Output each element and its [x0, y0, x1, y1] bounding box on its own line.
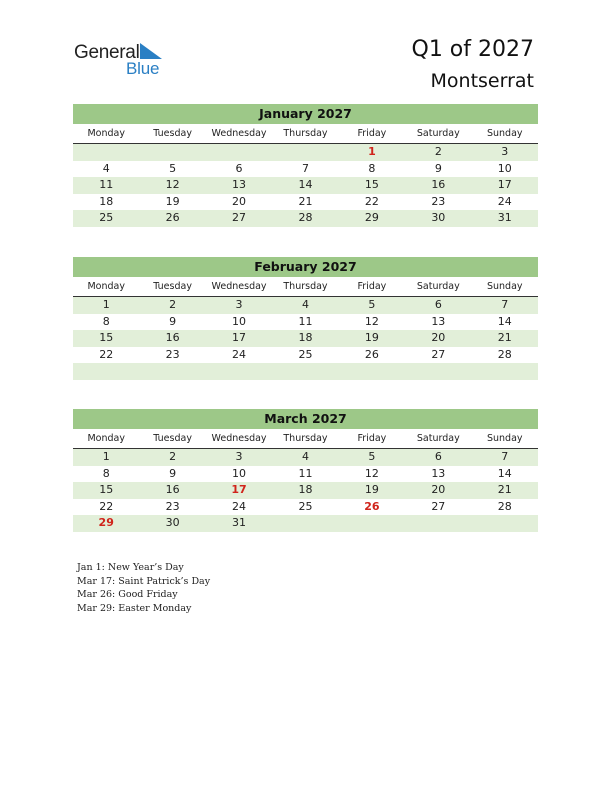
day-cell: 16 — [165, 483, 180, 496]
day-cell: 4 — [102, 161, 110, 175]
day-cell: 22 — [99, 347, 114, 361]
weekday-label: Monday — [87, 433, 125, 444]
day-cell: 18 — [298, 483, 313, 496]
day-cell: 7 — [501, 298, 509, 311]
day-cell: 5 — [368, 450, 376, 463]
weekday-label: Saturday — [416, 433, 460, 444]
day-cell — [405, 515, 471, 532]
week-row — [73, 194, 538, 211]
weekday-label: Sunday — [486, 281, 523, 292]
day-cell — [206, 144, 272, 161]
day-cell: 14 — [497, 466, 512, 480]
day-cell — [472, 515, 538, 532]
day-cell — [272, 363, 338, 380]
month-calendar — [73, 104, 538, 227]
day-cell: 8 — [368, 161, 376, 175]
weekday-label: Thursday — [283, 128, 328, 139]
day-cell: 6 — [235, 161, 243, 175]
day-cell: 26 — [165, 211, 180, 224]
day-cell: 20 — [431, 483, 446, 496]
day-cell: 26 — [364, 347, 379, 361]
weekday-label: Sunday — [486, 433, 523, 444]
day-cell: 11 — [99, 178, 114, 191]
day-cell: 24 — [497, 194, 512, 208]
day-cell: 8 — [102, 466, 110, 480]
weekday-label: Friday — [357, 128, 387, 139]
day-cell: 6 — [434, 450, 442, 463]
logo-triangle-icon — [140, 43, 162, 59]
day-cell — [73, 144, 139, 161]
day-cell: 3 — [235, 450, 243, 463]
day-cell: 14 — [497, 314, 512, 328]
day-cell: 15 — [99, 483, 114, 496]
day-cell: 1 — [102, 450, 110, 463]
day-cell: 1 — [102, 298, 110, 311]
holiday-note: Mar 29: Easter Monday — [77, 602, 192, 614]
day-cell: 20 — [232, 194, 247, 208]
day-cell: 12 — [364, 466, 379, 480]
day-cell: 9 — [434, 161, 442, 175]
day-cell: 2 — [169, 450, 177, 463]
day-cell — [339, 515, 405, 532]
day-cell: 11 — [298, 466, 313, 480]
day-cell: 30 — [431, 211, 446, 224]
holiday-note: Mar 26: Good Friday — [77, 589, 178, 600]
day-cell: 5 — [368, 298, 376, 311]
day-cell: 11 — [298, 314, 313, 328]
weekday-header-row — [73, 126, 538, 144]
day-cell: 25 — [298, 499, 313, 513]
holiday-note: Jan 1: New Year’s Day — [77, 562, 184, 573]
day-cell — [272, 515, 338, 532]
month-title: February 2027 — [73, 257, 538, 277]
weekday-label: Monday — [87, 128, 125, 139]
day-cell: 22 — [364, 194, 379, 208]
month-calendar — [73, 409, 538, 532]
day-cell: 9 — [169, 314, 177, 328]
day-cell: 13 — [431, 466, 446, 480]
day-cell: 6 — [434, 298, 442, 311]
day-cell: 21 — [497, 331, 512, 344]
day-cell: 7 — [301, 161, 309, 175]
weekday-label: Saturday — [416, 281, 460, 292]
day-cell: 27 — [431, 347, 446, 361]
weekday-label: Friday — [357, 281, 387, 292]
week-row — [73, 144, 538, 161]
week-row — [73, 466, 538, 483]
week-row — [73, 314, 538, 331]
weekday-label: Tuesday — [153, 433, 192, 444]
day-cell: 31 — [232, 516, 247, 529]
day-cell: 3 — [235, 298, 243, 311]
day-cell: 27 — [431, 499, 446, 513]
day-cell: 20 — [431, 331, 446, 344]
day-cell: 4 — [301, 298, 309, 311]
day-cell: 28 — [497, 499, 512, 513]
day-cell: 30 — [165, 516, 180, 529]
day-cell: 26 — [364, 499, 380, 513]
week-row — [73, 515, 538, 532]
week-row — [73, 330, 538, 347]
day-cell: 16 — [431, 178, 446, 191]
day-cell — [139, 144, 205, 161]
weekday-label: Thursday — [283, 281, 328, 292]
day-cell: 10 — [232, 314, 247, 328]
day-cell: 4 — [301, 450, 309, 463]
day-cell: 17 — [231, 483, 247, 496]
logo-blue-text: Blue — [126, 59, 160, 78]
day-cell: 22 — [99, 499, 114, 513]
page-title: Q1 of 2027 — [411, 37, 534, 62]
day-cell: 9 — [169, 466, 177, 480]
weekday-header-row — [73, 279, 538, 297]
week-row — [73, 482, 538, 499]
day-cell: 19 — [165, 194, 180, 208]
day-cell: 25 — [99, 211, 114, 224]
day-cell: 23 — [165, 347, 180, 361]
weekday-label: Friday — [357, 433, 387, 444]
day-cell: 29 — [98, 516, 114, 529]
weekday-label: Sunday — [486, 128, 523, 139]
day-cell: 18 — [298, 331, 313, 344]
day-cell: 10 — [232, 466, 247, 480]
day-cell: 23 — [165, 499, 180, 513]
week-row — [73, 347, 538, 364]
day-cell: 17 — [497, 178, 512, 191]
day-cell: 8 — [102, 314, 110, 328]
weekday-label: Wednesday — [211, 128, 267, 139]
generalblue-logo — [74, 42, 174, 78]
week-row — [73, 499, 538, 516]
day-cell: 10 — [497, 161, 512, 175]
day-cell: 2 — [434, 145, 442, 158]
week-row — [73, 363, 538, 380]
day-cell: 14 — [298, 178, 313, 191]
weekday-label: Saturday — [416, 128, 460, 139]
day-cell: 7 — [501, 450, 509, 463]
day-cell — [206, 363, 272, 380]
day-cell: 16 — [165, 331, 180, 344]
day-cell: 3 — [501, 145, 509, 158]
logo-general-text: General — [74, 42, 140, 63]
weekday-label: Tuesday — [153, 281, 192, 292]
country-name: Montserrat — [430, 70, 534, 92]
day-cell: 28 — [497, 347, 512, 361]
weekday-label: Wednesday — [211, 433, 267, 444]
month-calendar — [73, 257, 538, 380]
day-cell: 12 — [364, 314, 379, 328]
weekday-label: Thursday — [283, 433, 328, 444]
day-cell: 18 — [99, 194, 114, 208]
day-cell — [472, 363, 538, 380]
week-row — [73, 161, 538, 178]
day-cell: 15 — [364, 178, 379, 191]
day-cell: 13 — [232, 178, 247, 191]
day-cell: 21 — [298, 194, 313, 208]
day-cell: 23 — [431, 194, 446, 208]
day-cell: 19 — [364, 483, 379, 496]
day-cell: 19 — [364, 331, 379, 344]
week-row — [73, 297, 538, 314]
holiday-note: Mar 17: Saint Patrick’s Day — [77, 575, 211, 587]
day-cell: 12 — [165, 178, 180, 191]
week-row — [73, 210, 538, 227]
day-cell: 24 — [232, 347, 247, 361]
weekday-label: Monday — [87, 281, 125, 292]
weekday-header-row — [73, 431, 538, 449]
day-cell — [405, 363, 471, 380]
week-row — [73, 449, 538, 466]
day-cell — [73, 363, 139, 380]
day-cell: 25 — [298, 347, 313, 361]
day-cell: 5 — [169, 161, 177, 175]
weekday-label: Wednesday — [211, 281, 267, 292]
day-cell: 13 — [431, 314, 446, 328]
day-cell: 2 — [169, 298, 177, 311]
month-title: March 2027 — [73, 409, 538, 429]
day-cell — [339, 363, 405, 380]
day-cell: 29 — [364, 211, 379, 224]
month-title: January 2027 — [73, 104, 538, 124]
day-cell: 15 — [99, 331, 114, 344]
weekday-label: Tuesday — [153, 128, 192, 139]
day-cell: 24 — [232, 499, 247, 513]
holiday-notes — [77, 561, 210, 615]
day-cell — [139, 363, 205, 380]
week-row — [73, 177, 538, 194]
day-cell: 21 — [497, 483, 512, 496]
day-cell — [272, 144, 338, 161]
day-cell: 17 — [232, 331, 247, 344]
day-cell: 28 — [298, 211, 313, 224]
day-cell: 31 — [497, 211, 512, 224]
day-cell: 27 — [232, 211, 247, 224]
day-cell: 1 — [368, 145, 376, 158]
